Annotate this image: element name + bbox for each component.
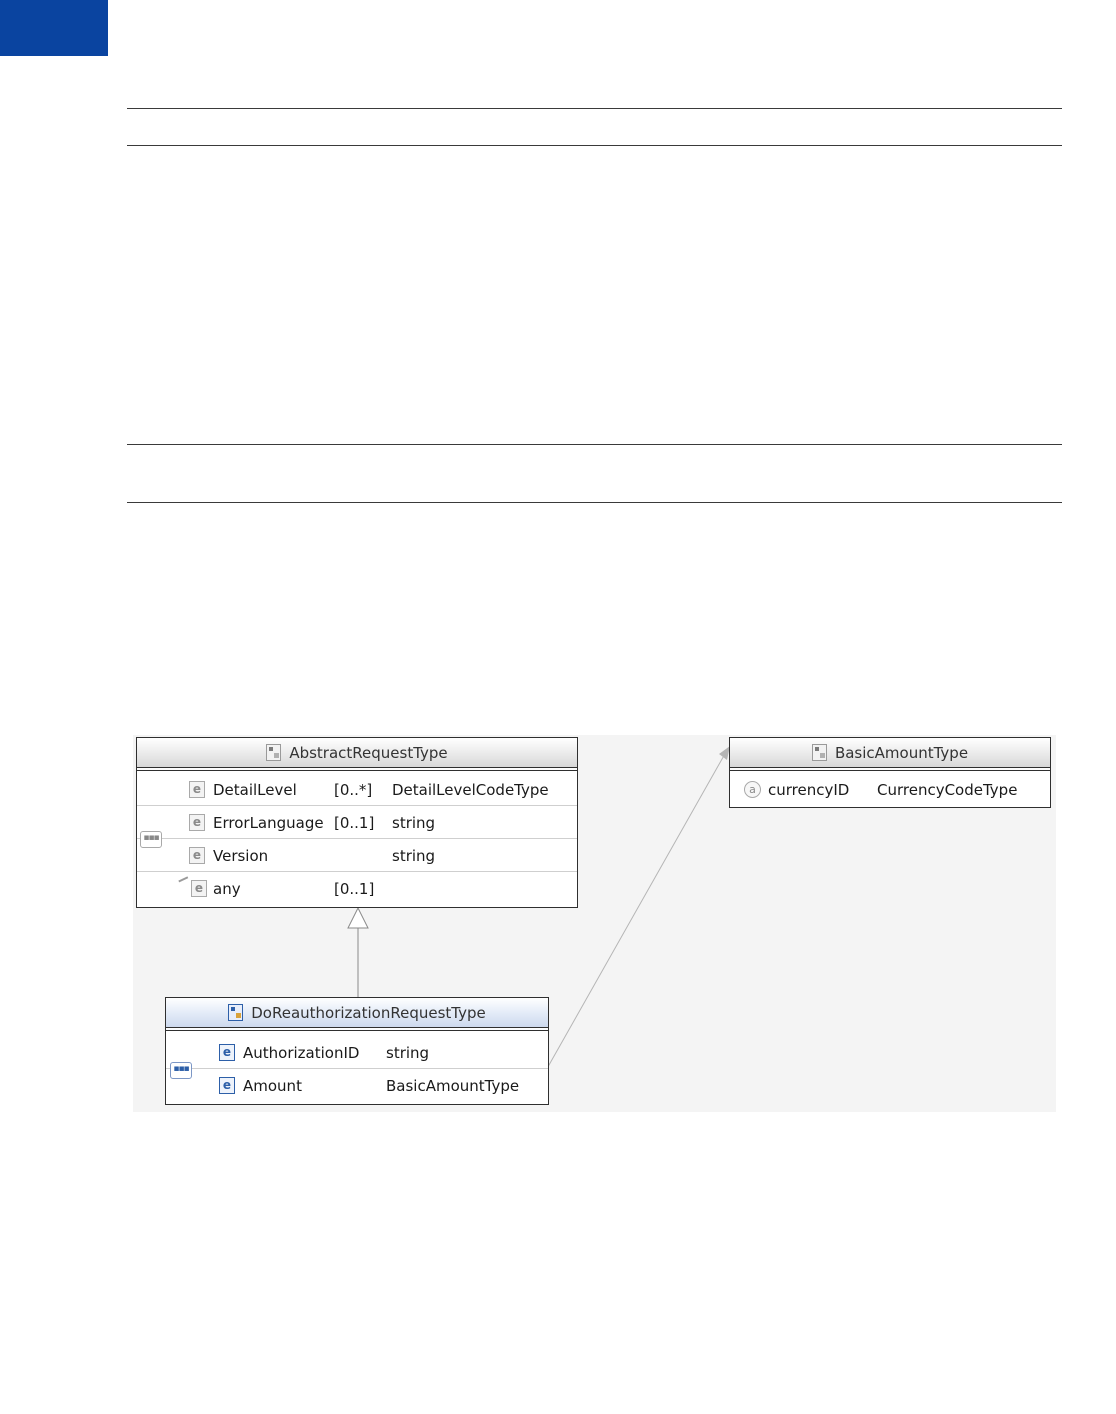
element-name: ErrorLanguage bbox=[213, 814, 324, 832]
box-title: BasicAmountType bbox=[834, 743, 969, 762]
box-title: DoReauthorizationRequestType bbox=[251, 1003, 486, 1022]
element-row bbox=[137, 839, 577, 872]
do-reauthorization-request-type-box bbox=[165, 997, 549, 1105]
attribute-type: CurrencyCodeType bbox=[877, 781, 1018, 799]
abstract-request-type-header bbox=[137, 738, 577, 771]
element-icon: e bbox=[219, 1077, 235, 1094]
element-name: Version bbox=[213, 847, 269, 865]
box-title: AbstractRequestType bbox=[289, 743, 448, 762]
attribute-icon: a bbox=[744, 781, 761, 798]
attribute-name: currencyID bbox=[768, 781, 850, 799]
basic-amount-type-box bbox=[729, 737, 1051, 808]
element-icon: e bbox=[219, 1044, 235, 1061]
element-cardinality: [0..1] bbox=[334, 814, 375, 832]
do-reauthorization-request-type-header bbox=[166, 998, 548, 1031]
element-icon: e bbox=[189, 814, 205, 831]
element-name: AuthorizationID bbox=[243, 1044, 360, 1062]
element-row bbox=[166, 1036, 548, 1069]
sequence-icon: ▪▪▪ bbox=[170, 1062, 192, 1079]
element-type: BasicAmountType bbox=[386, 1077, 520, 1095]
element-cardinality: [0..*] bbox=[334, 781, 373, 799]
element-row bbox=[137, 872, 577, 905]
element-cardinality: [0..1] bbox=[334, 880, 375, 898]
element-name: DetailLevel bbox=[213, 781, 297, 799]
complex-type-icon bbox=[266, 744, 281, 761]
divider-line bbox=[127, 108, 1062, 109]
complex-type-icon bbox=[812, 744, 827, 761]
element-name: any bbox=[213, 880, 241, 898]
element-row bbox=[137, 773, 577, 806]
element-type: string bbox=[392, 847, 436, 865]
header-corner-block bbox=[0, 0, 108, 56]
element-row bbox=[166, 1069, 548, 1102]
element-icon: e bbox=[189, 847, 205, 864]
attribute-row bbox=[730, 773, 1050, 806]
complex-type-icon bbox=[228, 1004, 243, 1021]
divider-line bbox=[127, 145, 1062, 146]
sequence-icon: ▪▪▪ bbox=[140, 831, 162, 848]
basic-amount-type-header bbox=[730, 738, 1050, 771]
element-row bbox=[137, 806, 577, 839]
element-type: string bbox=[392, 814, 436, 832]
element-name: Amount bbox=[243, 1077, 302, 1095]
divider-line bbox=[127, 502, 1062, 503]
divider-line bbox=[127, 444, 1062, 445]
abstract-request-type-box bbox=[136, 737, 578, 908]
element-type: DetailLevelCodeType bbox=[392, 781, 549, 799]
any-element-icon: e bbox=[191, 880, 207, 897]
element-icon: e bbox=[189, 781, 205, 798]
element-type: string bbox=[386, 1044, 430, 1062]
